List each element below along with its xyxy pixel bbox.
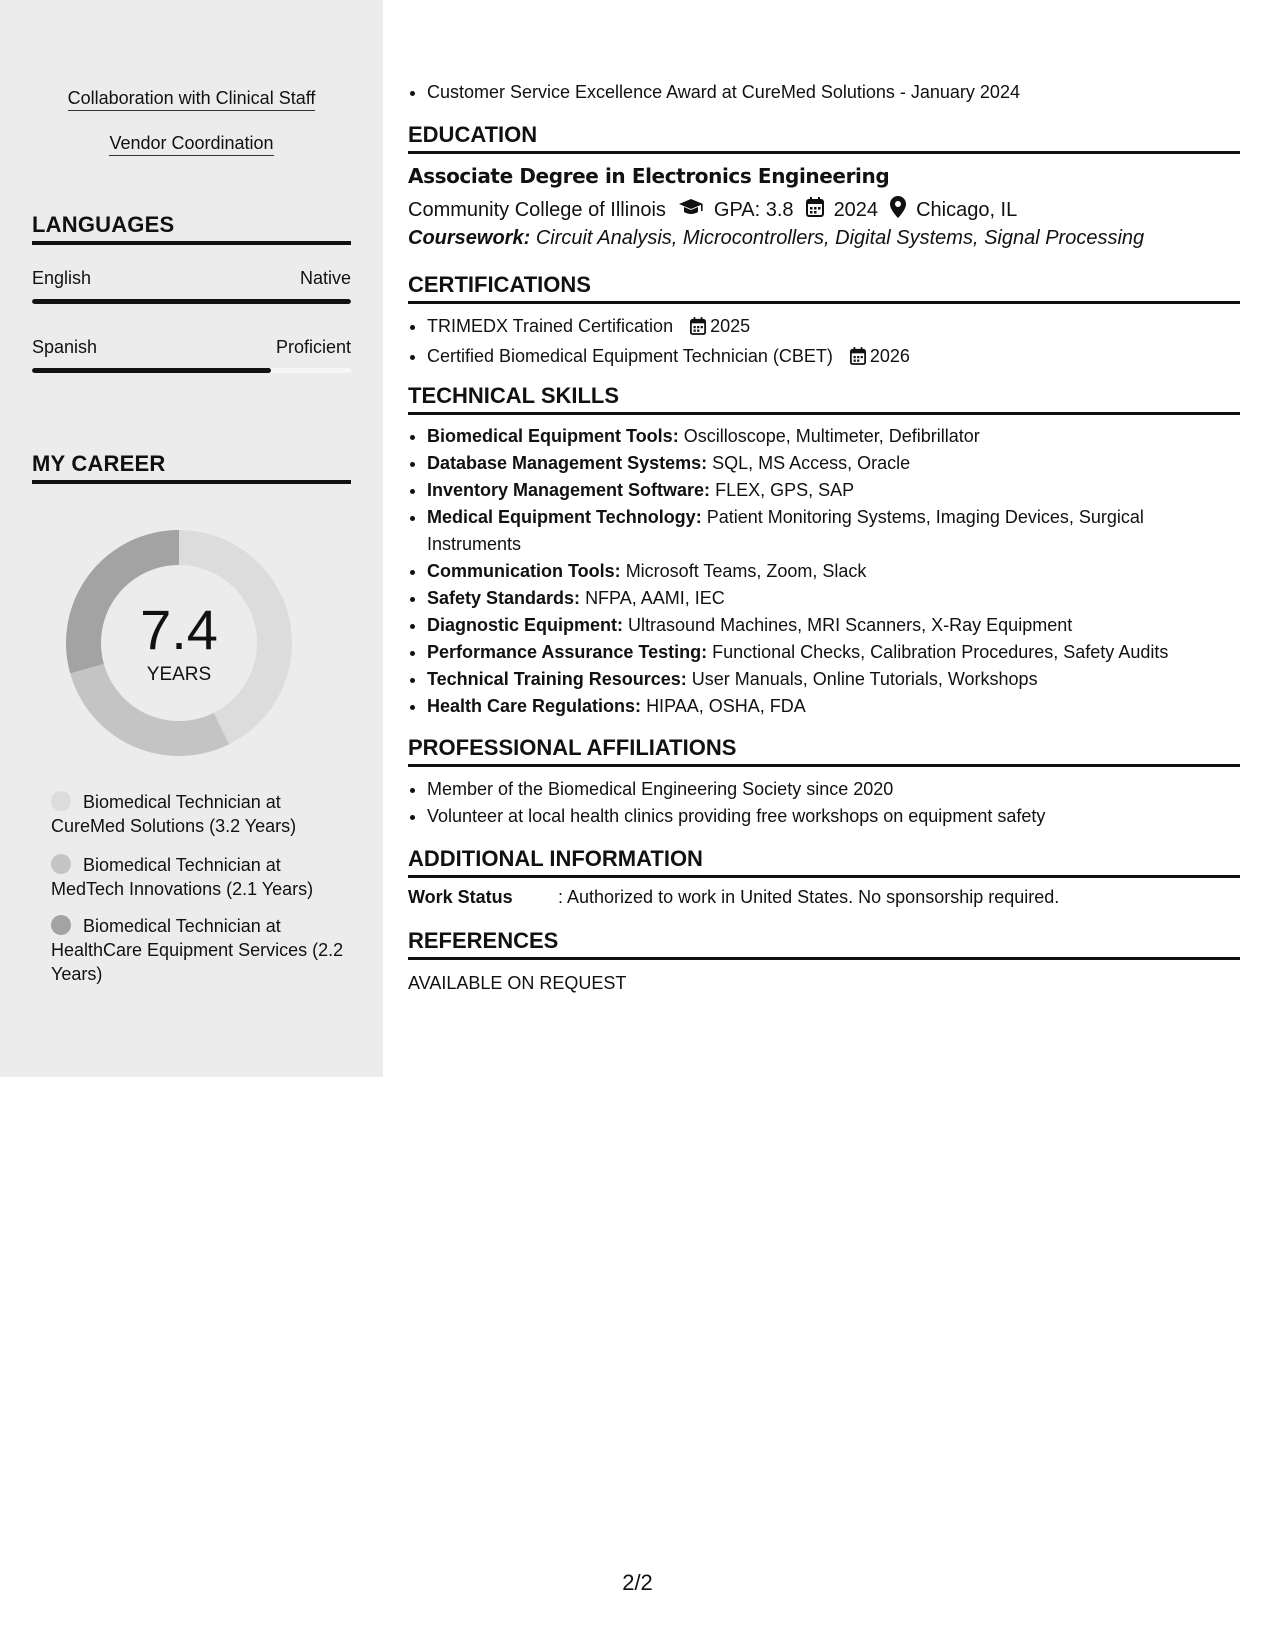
technical-skill-item (427, 666, 1240, 693)
skill-category: Inventory Management Software: (427, 480, 711, 500)
skill-category: Medical Equipment Technology: (427, 507, 702, 527)
skill-pill: Collaboration with Clinical Staff (0, 88, 383, 109)
technical-skill-item (427, 585, 1240, 612)
affiliation-item: • Volunteer at local health clinics providing free workshops on equipment safety (427, 803, 1240, 830)
skill-category: Performance Assurance Testing: (427, 642, 708, 662)
skill-values: NFPA, AAMI, IEC (585, 588, 725, 608)
graduation-year: 2024 (833, 198, 879, 221)
technical-skill-item (427, 639, 1240, 666)
technical-skill-item (427, 612, 1240, 639)
legend-dot-icon (51, 791, 71, 811)
skill-category: Technical Training Resources: (427, 669, 687, 689)
coursework-label: Coursework: (408, 227, 531, 249)
education-details (408, 196, 1017, 224)
legend-dot-icon (51, 854, 71, 874)
legend-dot-icon (51, 915, 71, 935)
skill-category: Communication Tools: (427, 561, 621, 581)
language-row (32, 337, 351, 358)
work-status-label: Work Status (408, 887, 513, 907)
work-status-value: : Authorized to work in United States. No sponsorship required. (558, 887, 1060, 907)
location-pin-icon (890, 196, 906, 224)
technical-skill-item (427, 477, 1240, 504)
career-legend-item: Biomedical Technician at MedTech Innovations (2.1 Years) (51, 855, 314, 899)
references-text: AVAILABLE ON REQUEST (408, 973, 627, 993)
school-location: Chicago, IL (916, 198, 1018, 221)
technical-skill-item (427, 450, 1240, 477)
certifications-heading: CERTIFICATIONS (408, 272, 1240, 304)
skill-values: SQL, MS Access, Oracle (712, 453, 911, 473)
work-status (408, 887, 1059, 908)
technical-skill-item (427, 423, 1240, 450)
languages-heading: LANGUAGES (32, 212, 351, 245)
additional-info-heading: ADDITIONAL INFORMATION (408, 846, 1240, 878)
calendar-icon (850, 346, 866, 373)
school-name: Community College of Illinois (408, 198, 666, 221)
calendar-icon (806, 197, 824, 223)
skill-category: Health Care Regulations: (427, 696, 642, 716)
technical-skill-item (427, 504, 1240, 558)
career-years-unit: YEARS (146, 664, 212, 685)
language-row (32, 268, 351, 289)
career-total-years: 7.4 (140, 598, 218, 661)
technical-skill-item (427, 693, 1240, 720)
skill-values: FLEX, GPS, SAP (715, 480, 855, 500)
references-heading: REFERENCES (408, 928, 1240, 960)
award-item: • Customer Service Excellence Award at CureMed Solutions - January 2024 (427, 79, 1240, 106)
language-name: English (32, 268, 92, 288)
skill-values: HIPAA, OSHA, FDA (646, 696, 806, 716)
career-heading: MY CAREER (32, 451, 351, 484)
technical-skill-item (427, 558, 1240, 585)
career-legend-item: Biomedical Technician at HealthCare Equipment Services (2.2 Years) (51, 916, 344, 984)
certification-year: 2025 (710, 316, 751, 336)
gpa: GPA: 3.8 (713, 198, 794, 221)
degree-title: Associate Degree in Electronics Engineering (408, 164, 890, 188)
affiliation-item: • Member of the Biomedical Engineering Society since 2020 (427, 776, 1240, 803)
career-legend-item: Biomedical Technician at CureMed Solutions (3.2 Years) (51, 792, 297, 836)
skill-values: User Manuals, Online Tutorials, Workshops (691, 669, 1038, 689)
skill-category: Diagnostic Equipment: (427, 615, 624, 635)
skill-category: Biomedical Equipment Tools: (427, 426, 679, 446)
language-proficiency-bar (32, 299, 351, 304)
skill-values: Functional Checks, Calibration Procedures, Safety Audits (712, 642, 1169, 662)
language-level: Native (299, 268, 351, 288)
technical-skills-heading: TECHNICAL SKILLS (408, 383, 1240, 415)
skill-values: Ultrasound Machines, MRI Scanners, X-Ray Equipment (628, 615, 1073, 635)
certification-item: • TRIMEDX Trained Certification 2025 (427, 313, 1240, 343)
skill-values: Microsoft Teams, Zoom, Slack (625, 561, 867, 581)
certification-year: 2026 (869, 346, 910, 366)
certifications-list (408, 313, 1240, 373)
calendar-icon (690, 316, 706, 343)
page-number: 2/2 (622, 1570, 653, 1595)
affiliations-heading: PROFESSIONAL AFFILIATIONS (408, 735, 1240, 767)
skill-values: Patient Monitoring Systems, Imaging Devices, Surgical Instruments (427, 507, 1144, 554)
skill-pill: Vendor Coordination (0, 133, 383, 154)
skill-category: Safety Standards: (427, 588, 581, 608)
language-proficiency-fill (32, 299, 351, 304)
language-proficiency-bar (32, 368, 351, 373)
technical-skills-list (408, 423, 1240, 720)
sidebar (0, 0, 383, 1077)
coursework (408, 227, 1144, 250)
skill-values: Oscilloscope, Multimeter, Defibrillator (683, 426, 980, 446)
coursework-value: Circuit Analysis, Microcontrollers, Digital Systems, Signal Processing (535, 227, 1145, 249)
language-proficiency-fill (32, 368, 271, 373)
affiliations-list (408, 776, 1240, 830)
language-level: Proficient (275, 337, 351, 357)
skill-category: Database Management Systems: (427, 453, 708, 473)
language-name: Spanish (32, 337, 98, 357)
certification-item: • Certified Biomedical Equipment Technician (CBET) 2026 (427, 343, 1240, 373)
graduation-cap-icon (678, 198, 704, 222)
awards-list (408, 79, 1240, 106)
education-heading: EDUCATION (408, 122, 1240, 154)
